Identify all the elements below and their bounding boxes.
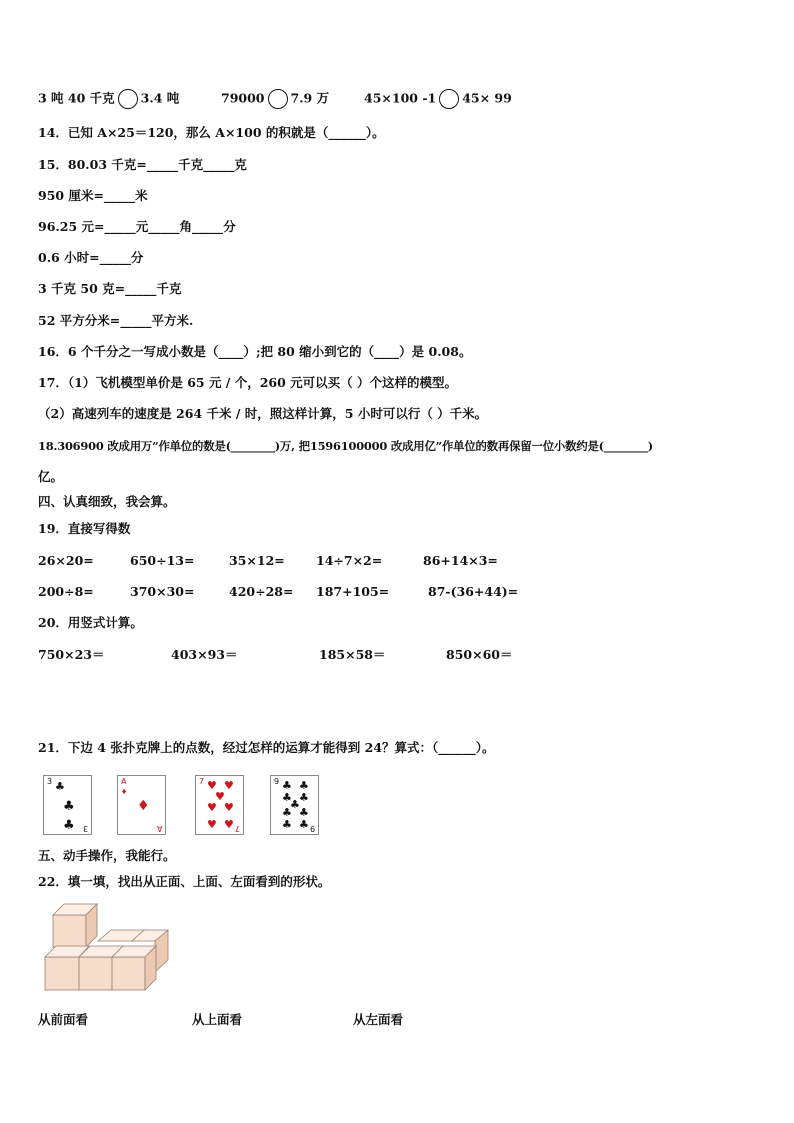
- q19-r1-c3: 35×12=: [229, 553, 285, 568]
- compare-c: [364, 89, 512, 109]
- question-20-title: 20．用竖式计算。: [38, 615, 143, 630]
- q19-r2-c5: 87-(36+44)=: [428, 584, 519, 599]
- view-left-label: 从左面看: [353, 1012, 404, 1027]
- card-3-heart-icon-7: ♥: [224, 818, 234, 831]
- card-3-heart-icon-2: ♥: [224, 779, 234, 792]
- compare-c-right: 45× 99: [462, 90, 512, 106]
- card-4-rank: 9: [274, 777, 280, 786]
- compare-b: [221, 89, 329, 109]
- card-4-club-icon-8: ♣: [282, 818, 292, 831]
- question-21: 21．下边 4 张扑克牌上的点数，经过怎样的运算才能得到 24？算式：（______）。: [38, 740, 495, 755]
- question-17-line2: （2）高速列车的速度是 264 千米 / 时，照这样计算，5 小时可以行（ ）千米。: [38, 406, 488, 421]
- card-4-club-icon-4: ♣: [299, 791, 309, 804]
- cube-top-stack: [53, 904, 97, 947]
- question-22-title: 22．填一填，找出从正面、上面、左面看到的形状。: [38, 874, 331, 889]
- compare-circle-a[interactable]: [118, 89, 138, 109]
- cube-bottom-row: [45, 946, 156, 990]
- question-14: 14．已知 A×25＝120，那么 A×100 的积就是（______）。: [38, 125, 385, 140]
- card-3-rank: 7: [199, 777, 205, 786]
- card-3-heart-icon-3: ♥: [215, 790, 225, 803]
- card-1-club-icon: ♣: [55, 780, 65, 793]
- question-15-line2: 950 厘米=_____米: [38, 188, 148, 203]
- card-1-rank-bottom: 3: [82, 824, 88, 833]
- card-4-club-icon-6: ♣: [282, 806, 292, 819]
- q20-item-4: 850×60＝: [446, 647, 513, 662]
- compare-a-left: 3 吨 40 千克: [38, 90, 115, 106]
- q20-item-3: 185×58＝: [319, 647, 386, 662]
- q19-r1-c5: 86+14×3=: [423, 553, 498, 568]
- question-15-line3: 96.25 元=_____元_____角_____分: [38, 219, 236, 234]
- card-1-rank: 3: [47, 777, 53, 786]
- card-4-rank-bottom: 9: [309, 824, 315, 833]
- playing-card-2: [117, 775, 166, 835]
- card-2-diamond-icon: ♦: [137, 798, 150, 814]
- card-2-diamond-small-icon: ♦: [121, 788, 128, 796]
- compare-b-right: 7.9 万: [290, 90, 330, 106]
- card-4-club-icon-3: ♣: [282, 791, 292, 804]
- card-4-club-icon-1: ♣: [282, 779, 292, 792]
- question-16: 16．6 个千分之一写成小数是（____）;把 80 缩小到它的（____）是 0.08。: [38, 344, 472, 359]
- q19-r2-c3: 420÷28=: [229, 584, 294, 599]
- compare-circle-b[interactable]: [268, 89, 288, 109]
- card-4-club-icon-2: ♣: [299, 779, 309, 792]
- view-front-label: 从前面看: [38, 1012, 89, 1027]
- card-2-rank: A: [121, 777, 127, 786]
- compare-row: [38, 89, 179, 109]
- q19-r2-c4: 187+105=: [316, 584, 390, 599]
- section-4-heading: 四、认真细致，我会算。: [38, 494, 176, 509]
- q19-r2-c2: 370×30=: [130, 584, 195, 599]
- card-3-heart-icon-5: ♥: [224, 801, 234, 814]
- question-15-line6: 52 平方分米=_____平方米.: [38, 313, 194, 328]
- question-15-line4: 0.6 小时=_____分: [38, 250, 144, 265]
- card-1-club-icon-3: ♣: [63, 818, 75, 833]
- card-4-club-icon-9: ♣: [299, 818, 309, 831]
- compare-a-right: 3.4 吨: [140, 90, 180, 106]
- section-5-heading: 五、动手操作，我能行。: [38, 848, 176, 863]
- q20-item-1: 750×23＝: [38, 647, 105, 662]
- question-19-title: 19．直接写得数: [38, 521, 131, 536]
- question-15-line1: 15．80.03 千克=_____千克_____克: [38, 157, 247, 172]
- view-top-label: 从上面看: [192, 1012, 243, 1027]
- card-3-heart-icon-4: ♥: [207, 801, 217, 814]
- card-3-heart-icon-1: ♥: [207, 779, 217, 792]
- compare-c-left: 45×100 -1: [364, 90, 437, 106]
- q19-r1-c1: 26×20=: [38, 553, 94, 568]
- playing-card-3: [195, 775, 244, 835]
- card-1-club-icon-2: ♣: [63, 799, 75, 814]
- card-4-club-icon-7: ♣: [299, 806, 309, 819]
- question-18-line2: 亿。: [38, 469, 64, 484]
- card-3-heart-icon-6: ♥: [207, 818, 217, 831]
- compare-b-left: 79000: [221, 90, 265, 106]
- q19-r1-c2: 650÷13=: [130, 553, 195, 568]
- q19-r2-c1: 200÷8=: [38, 584, 94, 599]
- playing-card-4: [270, 775, 319, 835]
- cube-stack-figure: [40, 898, 175, 995]
- question-18-line1: 18.306900 改成用万”作单位的数是(________)万, 把1596100000 改成用亿”作单位的数再保留一位小数约是(________): [38, 439, 653, 453]
- card-4-club-icon-5: ♣: [290, 798, 300, 811]
- question-17-line1: 17．（1）飞机模型单价是 65 元 / 个，260 元可以买（ ）个这样的模型。: [38, 375, 458, 390]
- card-2-rank-bottom: A: [156, 824, 162, 833]
- q19-r1-c4: 14÷7×2=: [316, 553, 383, 568]
- card-3-rank-bottom: 7: [234, 824, 240, 833]
- compare-circle-c[interactable]: [439, 89, 459, 109]
- playing-card-1: [43, 775, 92, 835]
- question-15-line5: 3 千克 50 克=_____千克: [38, 281, 182, 296]
- q20-item-2: 403×93＝: [171, 647, 238, 662]
